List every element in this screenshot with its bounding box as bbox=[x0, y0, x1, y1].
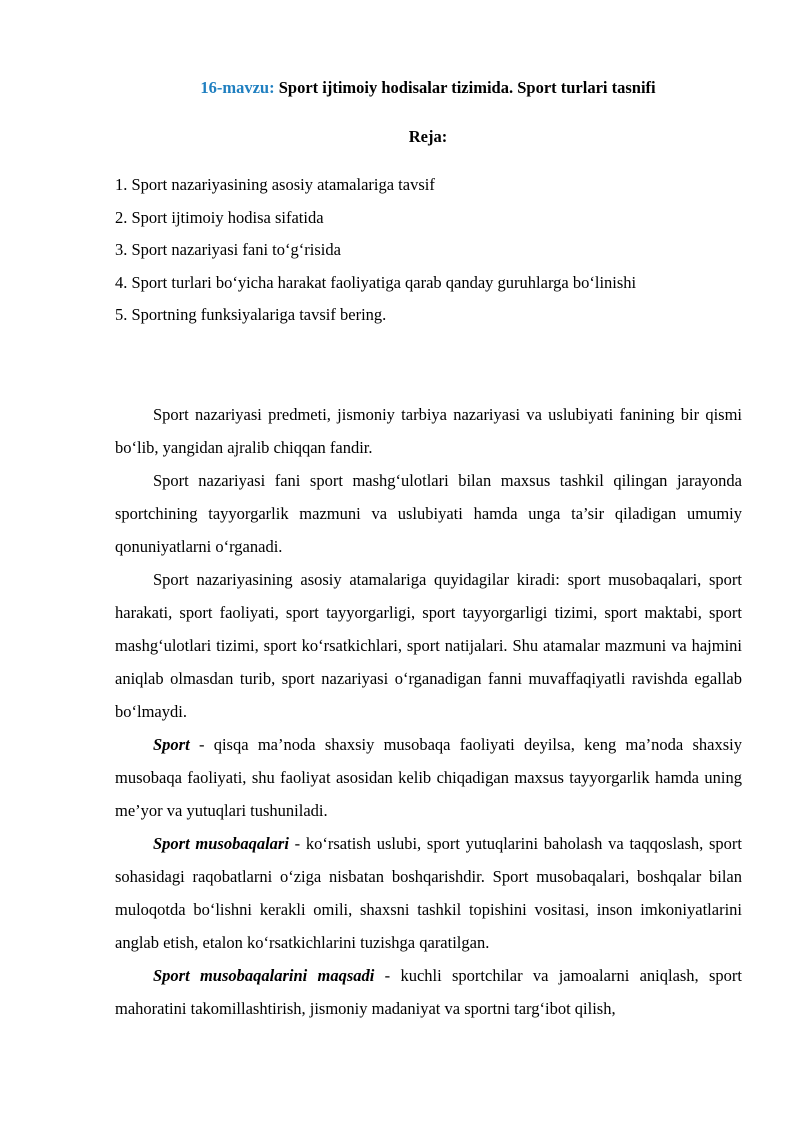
paragraph-text: Sport nazariyasining asosiy atamalariga quyidagilar kiradi: sport musobaqalari, sport harakati, sport faoliyati, sport tayyorgarligi, sport tayyorgarligi tizimi, sport maktabi, sport mashg‘ulotlari tizimi, sport ko‘rsatkichlari, sport natijalari. Shu atamalar mazmuni va hajmini aniqlab olmasdan turib, sport nazariyasi o‘rganadigan fanni muvaffaqiyatli ravishda egallab bo‘lmaydi. bbox=[115, 570, 742, 721]
plan-item: 1. Sport nazariyasining asosiy atamalariga tavsif bbox=[115, 175, 435, 194]
plan-list bbox=[115, 173, 636, 336]
body-text bbox=[115, 398, 742, 1025]
paragraph-text: - kuchli sportchilar va jamoalarni aniqlash, sport mahoratini takomillashtirish, jismoniy madaniyat va sportni targ‘ibot qilish, bbox=[115, 966, 742, 1018]
paragraph-text: Sport nazariyasi fani sport mashg‘ulotlari bilan maxsus tashkil qilingan jarayonda sportchining tayyorgarlik mazmuni va uslubiyati hamda unga ta’sir qiladigan umumiy qonuniyatlarni o‘rganadi. bbox=[115, 471, 742, 556]
paragraph bbox=[115, 398, 742, 464]
paragraph bbox=[115, 464, 742, 563]
paragraph bbox=[115, 827, 742, 959]
plan-heading: Reja: bbox=[408, 127, 448, 146]
plan-item: 5. Sportning funksiyalariga tavsif bering. bbox=[115, 305, 387, 324]
topic-number: 16-mavzu: bbox=[200, 78, 275, 97]
paragraph bbox=[115, 959, 742, 1025]
plan-item: 2. Sport ijtimoiy hodisa sifatida bbox=[115, 207, 324, 227]
paragraph-text: - ko‘rsatish uslubi, sport yutuqlarini baholash va taqqoslash, sport sohasidagi raqobatlarni o‘ziga nisbatan boshqarishdir. Sport musobaqalari, boshqalar bilan muloqotda bo‘lishni kerakli omili, shaxsni tashkil topishini vositasi, inson imkoniyatlarini anglab etish, etalon ko‘rsatkichlarini tuzishga qaratilgan. bbox=[115, 834, 742, 952]
term-sport-musobaqalari: Sport musobaqalari bbox=[153, 834, 289, 853]
paragraph bbox=[115, 728, 742, 827]
plan-item: 4. Sport turlari bo‘yicha harakat faoliyatiga qarab qanday guruhlarga bo‘linishi bbox=[115, 272, 637, 292]
term-sport-musobaqalarini-maqsadi: Sport musobaqalarini maqsadi bbox=[153, 966, 375, 985]
paragraph-text: Sport nazariyasi predmeti, jismoniy tarbiya nazariyasi va uslubiyati fanining bir qismi bo‘lib, yangidan ajralib chiqqan fandir. bbox=[115, 405, 742, 457]
topic-title: Sport ijtimoiy hodisalar tizimida. Sport turlari tasnifi bbox=[274, 78, 656, 97]
plan-item: 3. Sport nazariyasi fani to‘g‘risida bbox=[115, 240, 341, 259]
page-title bbox=[0, 76, 800, 100]
paragraph-text: - qisqa ma’noda shaxsiy musobaqa faoliyati deyilsa, keng ma’noda shaxsiy musobaqa faoliyati, shu faoliyat asosidan kelib chiqadigan maxsus tayyorgarlik hamda uning me’yor va yutuqlari tushuniladi. bbox=[115, 735, 742, 820]
paragraph bbox=[115, 563, 742, 728]
term-sport: Sport bbox=[153, 735, 190, 754]
